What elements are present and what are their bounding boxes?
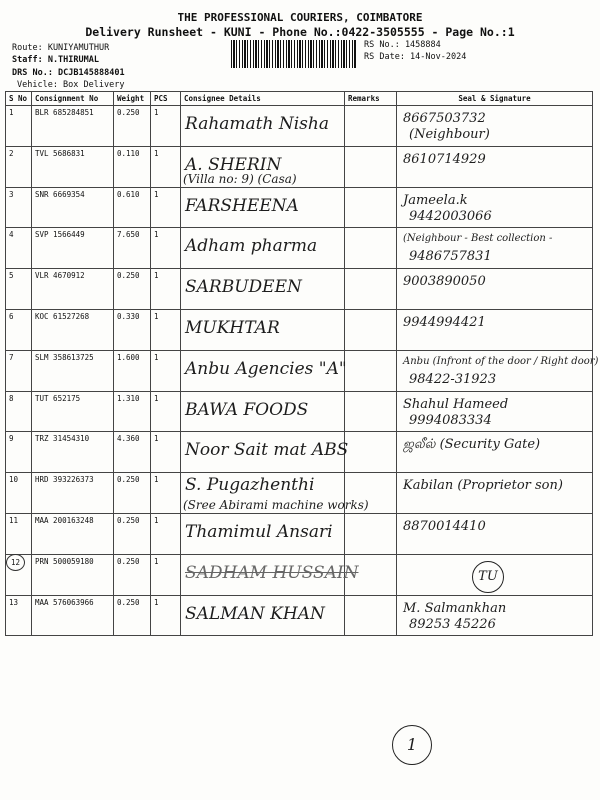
serial-number-text: 1: [9, 108, 14, 117]
pcs-value: [151, 146, 181, 187]
seal-signature: [397, 513, 593, 554]
runsheet-subtitle: Delivery Runsheet - KUNI - Phone No.:0422-3505555 - Page No.:1: [85, 25, 515, 39]
remarks-cell: [345, 513, 397, 554]
seal-signature: [397, 350, 599, 391]
signature-line-2: (Neighbour): [409, 127, 490, 142]
serial-number-text: 12: [6, 554, 25, 571]
consignee-name: Anbu Agencies "A": [185, 358, 347, 379]
weight-value: [114, 513, 151, 554]
signature-line-2: 9994083334: [409, 412, 492, 428]
signature-line-1: (Neighbour - Best collection -: [403, 233, 553, 245]
weight-value-text: 0.250: [117, 556, 140, 566]
consignee-extra: (Villa no: 9) (Casa): [183, 171, 297, 186]
consignment-number-text: PRN 500059180: [35, 556, 94, 566]
pcs-value-text: 1: [154, 352, 159, 362]
barcode-icon: [231, 40, 357, 68]
weight-value-text: 0.110: [117, 148, 140, 158]
weight-value: [114, 473, 151, 514]
weight-value: [114, 432, 151, 473]
remarks-cell: [345, 187, 397, 228]
serial-number: [6, 309, 32, 350]
pcs-value-text: 1: [154, 189, 159, 199]
col-consignee: Consignee Details: [181, 92, 345, 106]
weight-value: [114, 228, 151, 269]
consignee-details: [181, 513, 345, 554]
seal-signature: [397, 473, 593, 514]
signature-line-1: 8667503732: [403, 111, 486, 126]
table-row: [6, 228, 593, 269]
weight-value-text: 0.330: [117, 311, 140, 321]
table-header-row: [6, 92, 593, 106]
company-title: THE PROFESSIONAL COURIERS, COIMBATORE: [177, 11, 423, 24]
weight-value: [114, 554, 151, 595]
weight-value: [114, 269, 151, 310]
pcs-value: [151, 432, 181, 473]
table-row: [6, 309, 593, 350]
col-weight: Weight: [114, 92, 151, 106]
signature-line-1: 8610714929: [403, 151, 486, 167]
signature-line-1: M. Salmankhan: [403, 600, 507, 616]
consignee-details: [181, 309, 345, 350]
serial-number-text: 4: [9, 230, 14, 240]
remarks-cell: [345, 269, 397, 310]
serial-number-text: 13: [9, 597, 19, 607]
serial-number: [6, 269, 32, 310]
pcs-value: [151, 106, 181, 147]
signature-line-1: Shahul Hameed: [403, 396, 509, 412]
signature-line-1: 9003890050: [403, 274, 486, 290]
pcs-value-text: 1: [154, 230, 159, 240]
staff-label: Staff: N.THIRUMAL: [12, 55, 99, 65]
pcs-value: [151, 595, 181, 636]
remarks-cell: [345, 473, 397, 514]
pcs-value: [151, 391, 181, 432]
consignee-details: [181, 228, 345, 269]
serial-number: [6, 473, 32, 514]
consignee-name: SALMAN KHAN: [185, 603, 325, 624]
seal-signature: [397, 432, 593, 473]
pcs-value: [151, 228, 181, 269]
pcs-value-text: 1: [154, 515, 159, 525]
consignment-number: [32, 228, 114, 269]
consignment-number-text: SVP 1566449: [35, 230, 85, 240]
serial-number-text: 5: [9, 271, 14, 281]
page-number-mark: 1: [392, 725, 432, 765]
seal-signature: [397, 146, 593, 187]
consignment-number: [32, 595, 114, 636]
weight-value-text: 1.310: [117, 393, 140, 403]
weight-value: [114, 350, 151, 391]
pcs-value-text: 1: [154, 597, 159, 607]
consignment-number-text: TUT 652175: [35, 393, 81, 403]
serial-number: [6, 432, 32, 473]
consignment-number-text: TRZ 31454310: [35, 434, 90, 444]
consignment-number: [32, 187, 114, 228]
consignee-name: Thamimul Ansari: [185, 521, 333, 542]
remarks-cell: [345, 309, 397, 350]
signature-line-2: 9442003066: [409, 208, 492, 224]
consignee-name: SARBUDEEN: [185, 277, 302, 298]
consignment-number: [32, 309, 114, 350]
remarks-cell: [345, 350, 397, 391]
consignment-number-text: HRD 393226373: [35, 475, 94, 485]
signature-line-1: 9944994421: [403, 314, 486, 330]
serial-number-text: 9: [9, 434, 14, 444]
col-pcs: PCS: [151, 92, 181, 106]
drs-number: DRS No.: DCJB145888401: [12, 68, 125, 78]
signature-line-1: 8870014410: [403, 518, 486, 534]
pcs-value-text: 1: [154, 475, 159, 485]
consignee-details: [181, 146, 345, 187]
table-row: [6, 473, 593, 514]
col-signature: Seal & Signature: [397, 92, 593, 106]
consignee-extra: (Sree Abirami machine works): [183, 498, 369, 513]
signature-line-1: Jameela.k: [403, 192, 468, 208]
table-row: [6, 350, 593, 391]
consignee-details: [181, 350, 345, 391]
serial-number: [6, 106, 32, 147]
consignee-name: S. Pugazhenthi: [185, 475, 315, 496]
serial-number-text: 7: [9, 352, 14, 362]
weight-value-text: 0.250: [117, 597, 140, 607]
consignment-number-text: TVL 5686831: [35, 148, 85, 158]
consignment-number: [32, 391, 114, 432]
seal-signature: [397, 106, 593, 147]
pcs-value-text: 1: [154, 148, 159, 158]
consignee-name: MUKHTAR: [185, 317, 280, 338]
consignment-number: [32, 432, 114, 473]
consignee-name: FARSHEENA: [185, 195, 299, 216]
consignee-name: SADHAM HUSSAIN: [185, 562, 359, 583]
serial-number-text: 6: [9, 311, 14, 321]
table-row: [6, 554, 593, 595]
remarks-cell: [345, 146, 397, 187]
consignment-number: [32, 106, 114, 147]
weight-value-text: 7.650: [117, 230, 140, 240]
pcs-value: [151, 309, 181, 350]
consignee-details: [181, 269, 345, 310]
consignee-details: [181, 432, 349, 473]
consignee-name: Noor Sait mat ABS: [185, 440, 349, 461]
weight-value-text: 0.250: [117, 475, 140, 485]
serial-number: [6, 350, 32, 391]
signature-stamp: TU: [472, 561, 504, 593]
weight-value: [114, 146, 151, 187]
signature-line-1: ஜலீல் (Security Gate): [403, 437, 541, 453]
consignee-name: Adham pharma: [185, 236, 318, 257]
signature-line-1: Kabilan (Proprietor son): [403, 478, 563, 494]
serial-number: [6, 187, 32, 228]
table-row: [6, 595, 593, 636]
pcs-value: [151, 554, 181, 595]
table-row: [6, 187, 593, 228]
weight-value-text: 4.360: [117, 434, 140, 444]
table-row: [6, 391, 593, 432]
consignment-number-text: VLR 4670912: [35, 271, 85, 281]
pcs-value-text: 1: [154, 434, 159, 444]
signature-line-1: Anbu (Infront of the door / Right door): [403, 355, 599, 367]
consignment-number: [32, 554, 114, 595]
consignee-details: [181, 391, 345, 432]
remarks-cell: [345, 106, 397, 147]
consignment-number: [32, 146, 114, 187]
consignee-details: [181, 473, 369, 514]
serial-number-text: 10: [9, 475, 19, 485]
consignee-details: [181, 187, 345, 228]
vehicle-label: Vehicle: Box Delivery: [17, 80, 125, 90]
pcs-value: [151, 513, 181, 554]
serial-number: [6, 146, 32, 187]
consignment-number: [32, 350, 114, 391]
remarks-cell: [345, 595, 397, 636]
pcs-value-text: 1: [154, 556, 159, 566]
consignment-number: [32, 473, 114, 514]
col-remarks: Remarks: [345, 92, 397, 106]
remarks-cell: [345, 228, 397, 269]
serial-number-text: 2: [9, 148, 14, 158]
table-row: [6, 106, 593, 147]
pcs-value: [151, 350, 181, 391]
pcs-value: [151, 473, 181, 514]
serial-number-text: 3: [9, 189, 14, 199]
seal-signature: [397, 554, 593, 595]
serial-number: [6, 554, 32, 595]
table-row: [6, 146, 593, 187]
pcs-value: [151, 269, 181, 310]
serial-number-text: 8: [9, 393, 14, 403]
weight-value: [114, 595, 151, 636]
consignment-number-text: MAA 200163248: [35, 515, 94, 525]
serial-number: [6, 595, 32, 636]
remarks-cell: [345, 432, 397, 473]
runsheet-table: [5, 91, 599, 636]
rs-date: RS Date: 14-Nov-2024: [364, 52, 467, 62]
weight-value-text: 1.600: [117, 352, 140, 362]
consignee-details: [181, 106, 345, 147]
weight-value-text: 0.250: [117, 271, 140, 281]
consignee-name: A. SHERIN: [185, 154, 282, 175]
pcs-value-text: 1: [154, 311, 159, 321]
consignment-number-text: KOC 61527268: [35, 311, 90, 321]
consignee-details: [181, 554, 359, 595]
consignee-details: [181, 595, 345, 636]
consignment-number-text: MAA 576063966: [35, 597, 94, 607]
signature-line-2: 9486757831: [409, 249, 492, 265]
col-sno: S No: [6, 92, 32, 106]
route-label: Route: KUNIYAMUTHUR: [12, 43, 110, 53]
seal-signature: [397, 269, 593, 310]
rs-number: RS No.: 1458884: [364, 40, 441, 50]
pcs-value-text: 1: [154, 108, 159, 117]
seal-signature: [397, 391, 593, 432]
weight-value: [114, 309, 151, 350]
consignment-number: [32, 513, 114, 554]
remarks-cell: [345, 554, 397, 595]
table-row: [6, 513, 593, 554]
consignment-number-text: SLM 358613725: [35, 352, 94, 362]
seal-signature: [397, 595, 593, 636]
table-row: [6, 269, 593, 310]
signature-line-2: 98422-31923: [409, 371, 497, 387]
seal-signature: [397, 228, 593, 269]
remarks-cell: [345, 391, 397, 432]
table-row: [6, 432, 593, 473]
weight-value-text: 0.610: [117, 189, 140, 199]
consignment-number: [32, 269, 114, 310]
weight-value: [114, 391, 151, 432]
pcs-value-text: 1: [154, 271, 159, 281]
pcs-value: [151, 187, 181, 228]
serial-number-text: 11: [9, 515, 19, 525]
serial-number: [6, 228, 32, 269]
weight-value: [114, 106, 151, 147]
weight-value: [114, 187, 151, 228]
consignment-number-text: BLR 685284851: [35, 108, 94, 117]
seal-signature: [397, 187, 593, 228]
pcs-value-text: 1: [154, 393, 159, 403]
serial-number: [6, 513, 32, 554]
signature-line-2: 89253 45226: [409, 616, 496, 632]
consignee-name: BAWA FOODS: [185, 399, 309, 420]
seal-signature: [397, 309, 593, 350]
weight-value-text: 0.250: [117, 515, 140, 525]
weight-value-text: 0.250: [117, 108, 140, 117]
col-consignment: Consignment No: [32, 92, 114, 106]
consignee-name: Rahamath Nisha: [185, 114, 329, 134]
serial-number: [6, 391, 32, 432]
consignment-number-text: SNR 6669354: [35, 189, 85, 199]
